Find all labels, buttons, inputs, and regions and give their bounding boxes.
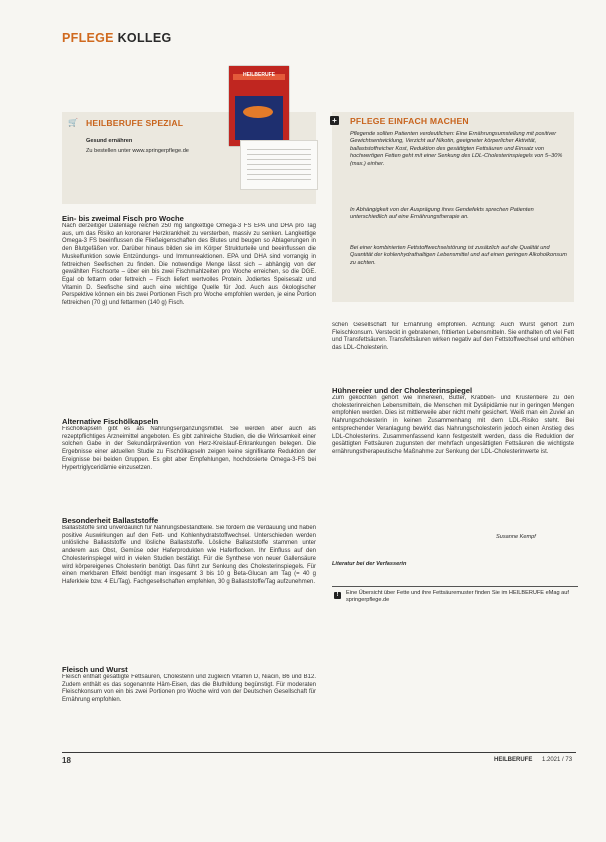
- author-name: Susanne Kempf: [496, 534, 536, 540]
- footer-divider: [62, 752, 576, 753]
- kicker-kolleg: KOLLEG: [117, 31, 172, 45]
- section-fischoel-heading: Alternative Fischölkapseln: [62, 417, 159, 426]
- right-top-text: schen Gesellschaft für Ernährung empfohlen. Achtung: Auch Wurst gehört zum Fleischkonsum. Versteckt in gebratenen, frittierten Lebensmitteln. Sie enthalten oft viel Fett und Transfettsäuren. Transfettsäuren wirken negativ auf den Fettstoffwechsel und erhöhen das LDL-Cholesterin.: [332, 322, 574, 352]
- page-kicker: [62, 31, 171, 45]
- kicker-pflege: PFLEGE: [62, 31, 114, 45]
- spezial-title: HEILBERUFE SPEZIAL: [86, 118, 184, 128]
- literatur-note: Literatur bei der Verfasserin: [332, 561, 407, 567]
- right-column: [332, 322, 574, 530]
- section-fleisch-text: Fleisch enthält gesättigte Fettsäuren, Cholesterin und zugleich Vitamin D, Niacin, B6 und B12. Zudem enthält es das sogenannte Häm-Eisen, das die Bluthildung begünstigt. Für moderaten Fleischkonsum von ein bis zwei Portionen pro Woche wird von der Deutschen Gesellschaft für Ernährung empfohlen.: [62, 674, 316, 704]
- section-fisch-heading: Ein- bis zweimal Fisch pro Woche: [62, 214, 184, 223]
- section-fischoel-text: Fischölkapseln gibt es als Nahrungsergänzungsmittel. Sie werden aber auch als rezeptpflichtiges Arzneimittel angeboten. Es gibt zahlreiche Studien, die die Wirksamkeit einer solchen Gabe in der Sekundärprävention von Herz-Kreislauf-Erkrankungen belegen. Die Ergebnisse einer aktuellen Studie zu Fischölkapseln zeigen keine signifikante Reduktion der Ereignisse bei beiden Gruppen. Es gibt aber Empfehlungen, hochdosierte Omega-3-FS bei Hypertriglyceridämie einzusetzen.: [62, 426, 316, 471]
- book-title: Gesund ernähren: [86, 138, 133, 144]
- pflege-einfach-p1: Pflegende sollten Patienten verdeutlichen: Eine Ernährungsumstellung mit positiver Gewichtsentwicklung, Verzicht auf Nikotin, geeigneter körperlicher Aktivität, ballaststoffreicher Kost, Reduktion des gesättigten Fettsäuren und Einsatz von hochwertigen Fetten geht mit einer Senkung des LDL-Cholesterinspiegels von 5–30% (max.) einher.: [350, 131, 563, 167]
- article-clipping-image: [240, 140, 318, 190]
- book-order-link[interactable]: Zu bestellen unter www.springerpflege.de: [86, 148, 189, 154]
- info-square-icon: !: [334, 592, 341, 599]
- cart-icon: 🛒: [68, 118, 78, 127]
- page-number: 18: [62, 756, 71, 765]
- pflege-einfach-p2: In Abhängigkeit von der Ausprägung ihres Gendefekts sprechen Patienten unterschiedlich auf eine Ernährungstherapie an.: [350, 207, 534, 221]
- emag-note[interactable]: Eine Übersicht über Fette und ihre Fettsäuremuster finden Sie im HEILBERUFE eMag auf springerpflege.de: [346, 590, 569, 604]
- plus-icon: +: [330, 116, 339, 125]
- section-fleisch-heading: Fleisch und Wurst: [62, 665, 128, 674]
- section-eier-text: Zum gekochten gehört wie Innereien, Butter, Krabben- und Krustentiere zu den cholesterinreichen Lebensmitteln, die Menschen mit Dyslipidämie nur in geringen Mengen empfohlen werden. Dies ist mittlerweile aber nicht mehr gesichert. Weiß man ein Zuviel an Nahrungscholesterin in keinen Zusammenhang mit dem LDL-Risiko steht. Bei entsprechender Veranlagung bewirkt das Nahrungscholesterin jedoch einen Anstieg des LDL-Cholesterins. Zusammenfassend kann festgestellt werden, dass die Reduktion der gesättigten Fettsäuren zugunsten der mehrfach ungesättigten Fettsäuren die wichtigste ernährungstherapeutische Maßnahme zur Senkung der LDL-Cholesterinwerte ist.: [332, 395, 574, 455]
- journal-name: HEILBERUFE: [494, 757, 533, 763]
- journal-issue: 1.2021 / 73: [542, 757, 573, 763]
- section-ballaststoffe-heading: Besonderheit Ballaststoffe: [62, 516, 159, 525]
- pflege-einfach-p3: Bei einer kombinierten Fettstoffwechselstörung ist zusätzlich auf die Qualität und Quantität der kohlenhydrathaltigen Lebensmittel und auf einen geringen Alkoholkonsum zu achten.: [350, 245, 567, 266]
- cover-title: HEILBERUFE: [243, 72, 275, 78]
- section-fisch-text: Nach derzeitiger Datenlage reichen 250 mg langkettige Omega-3 FS EPA und DHA pro Tag aus, um das Risiko an koronarer Herzkrankheit zu versterben, massiv zu senken. Langkettige Omega-3 FS beeinflussen die Fließeigenschaften des Blutes und beugen so Ablagerungen in den Blutgefäßen vor. Darüber hinaus bilden sie im Körper Strukturteile und beeinflussen die Muskelfunktion sowie Entzündungs- und Immunreaktionen. EPA und DHA sind vorrangig in fettreichen Seefischen zu finden. Die notwendige Menge lässt sich – abhängig von der gewählten Fischsorte – über ein bis zwei Fischmahlzeiten pro Woche erreichen, so die DGE. Egal ob fettarm oder fettreich – Fisch liefert wertvolles Protein. Jodiertes Speisesalz und Vitamin D. Seefische sind auch eine wichtige Quelle für Jod. Auch aus ökologischer Perspektive können ein bis zwei Portionen Fisch pro Woche empfohlen werden, je eine Portion fettreichen (70 g) und fettarmen (140 g) Fisch.: [62, 223, 316, 307]
- section-ballaststoffe-text: Ballaststoffe sind unverdaulich für Nahrungsbestandteile. Sie fördern die Verdauung und haben positive Auswirkungen auf den Fett- und Kohlenhydratstoffwechsel. Unterschieden werden unlösliche Ballaststoffe und lösliche Ballaststoffe. Lösliche Ballaststoffe stammen unter anderem aus Obst, Gemüse oder Haferprodukten wie Haferflocken. Ihr Einfluss auf den Cholesterinspiegel wird in vielen Studien bestätigt. Für die Synthese von neuer Gallensäure wird körpereigenes Cholesterin benötigt. Das führt zur Senkung des Cholesterinspiegels. Für einen merkbaren Effekt benötigt man insgesamt 3 bis 10 g Beta-Glucan am Tag (= 40 g Haferkleie bzw. 4 EL/Tag). Fachgesellschaften empfehlen, 30 g Ballaststoffe/Tag aufzunehmen.: [62, 525, 316, 585]
- section-eier-heading: Hühnereier und der Cholesterinspiegel: [332, 386, 473, 395]
- left-column: [62, 214, 316, 720]
- pflege-einfach-title: PFLEGE EINFACH MACHEN: [350, 116, 469, 126]
- magazine-cover-image: [229, 66, 289, 146]
